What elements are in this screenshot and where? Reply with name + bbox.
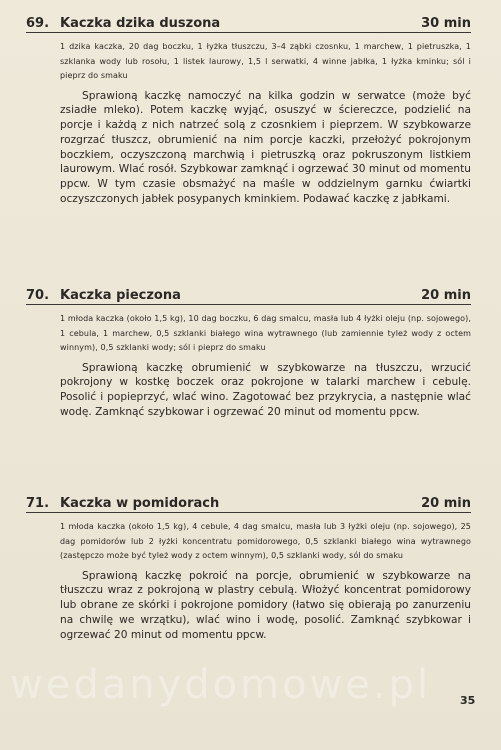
recipe-time: 30 min — [421, 16, 471, 31]
recipe-ingredients: 1 dzika kaczka, 20 dag boczku, 1 łyżka tłuszczu, 3–4 ząbki czosnku, 1 marchew, 1 pietruszka, 1 szklanka wody lub rosołu, 1 listek laurowy, 1,5 l serwatki, 4 winne jabłka, 1 łyżka kminku; sól i pieprz do smaku — [60, 42, 471, 80]
recipe-70 — [26, 288, 471, 420]
page-number: 35 — [460, 694, 476, 707]
recipe-number: 71. — [26, 496, 50, 511]
recipe-instructions: Sprawioną kaczkę obrumienić w szybkowarze na tłuszczu, wrzucić pokrojony w kostkę boczek oraz pokrojone w talarki marchew i cebulę. Posolić i popieprzyć, wlać wino. Zagotować bez przykrycia, a następnie wlać wodę. Zamknąć szybkowar i ogrzewać 20 minut od momentu ppcw. — [60, 361, 471, 418]
recipe-ingredients: 1 młoda kaczka (około 1,5 kg), 10 dag boczku, 6 dag smalcu, masła lub 4 łyżki oleju (np. sojowego), 1 cebula, 1 marchew, 0,5 szklanki białego wina wytrawnego (lub zamiennie tyleż wody z octem winnym), 0,5 szklanki wody; sól i pieprz do smaku — [60, 314, 471, 352]
recipe-header — [26, 496, 471, 513]
recipe-71 — [26, 496, 471, 642]
watermark: wedanydomowe.pl — [10, 662, 432, 708]
recipe-title: Kaczka dzika duszona — [60, 16, 221, 31]
recipe-ingredients: 1 młoda kaczka (około 1,5 kg), 4 cebule, 4 dag smalcu, masła lub 3 łyżki oleju (np. sojowego), 25 dag pomidorów lub 2 łyżki koncentratu pomidorowego, 0,5 szklanki białego wina wytrawnego (zastępczo może być tyleż wody z octem winnym), 0,5 szklanki wody, sól do smaku — [60, 522, 471, 560]
recipe-number: 69. — [26, 16, 50, 31]
recipe-header — [26, 16, 471, 33]
recipe-number: 70. — [26, 288, 50, 303]
recipe-title: Kaczka pieczona — [60, 288, 181, 303]
recipe-time: 20 min — [421, 288, 471, 303]
recipe-instructions: Sprawioną kaczkę namoczyć na kilka godzin w serwatce (może być zsiadłe mleko). Potem kaczkę wyjąć, osuszyć w ściereczce, podzielić na porcje i każdą z nich natrzeć solą z czosnkiem i pieprzem. W szybkowarze rozgrzać tłuszcz, obrumienić na nim porcje kaczki, przełożyć pokrojonym boczkiem, oczyszczoną marchwią i pietruszką oraz pokruszonym listkiem laurowym. Wlać rosół. Szybkowar zamknąć i ogrzewać 30 minut od momentu ppcw. W tym czasie obsmażyć na maśle w oddzielnym garnku ćwiartki oczyszczonych jabłek posypanych kminkiem. Podawać kaczkę z jabłkami. — [60, 89, 471, 206]
recipe-69 — [26, 16, 471, 207]
recipe-time: 20 min — [421, 496, 471, 511]
recipe-title: Kaczka w pomidorach — [60, 496, 220, 511]
recipe-header — [26, 288, 471, 305]
recipe-instructions: Sprawioną kaczkę pokroić na porcje, obrumienić w szybkowarze na tłuszczu wraz z pokrojoną w plastry cebulą. Włożyć koncentrat pomidorowy lub obrane ze skórki i pokrojone pomidory (łatwo się obierają po zanurzeniu na chwilę we wrzątku), wlać wino i wodę, posolić. Zamknąć szybkowar i ogrzewać 20 minut od momentu ppcw. — [60, 569, 471, 641]
